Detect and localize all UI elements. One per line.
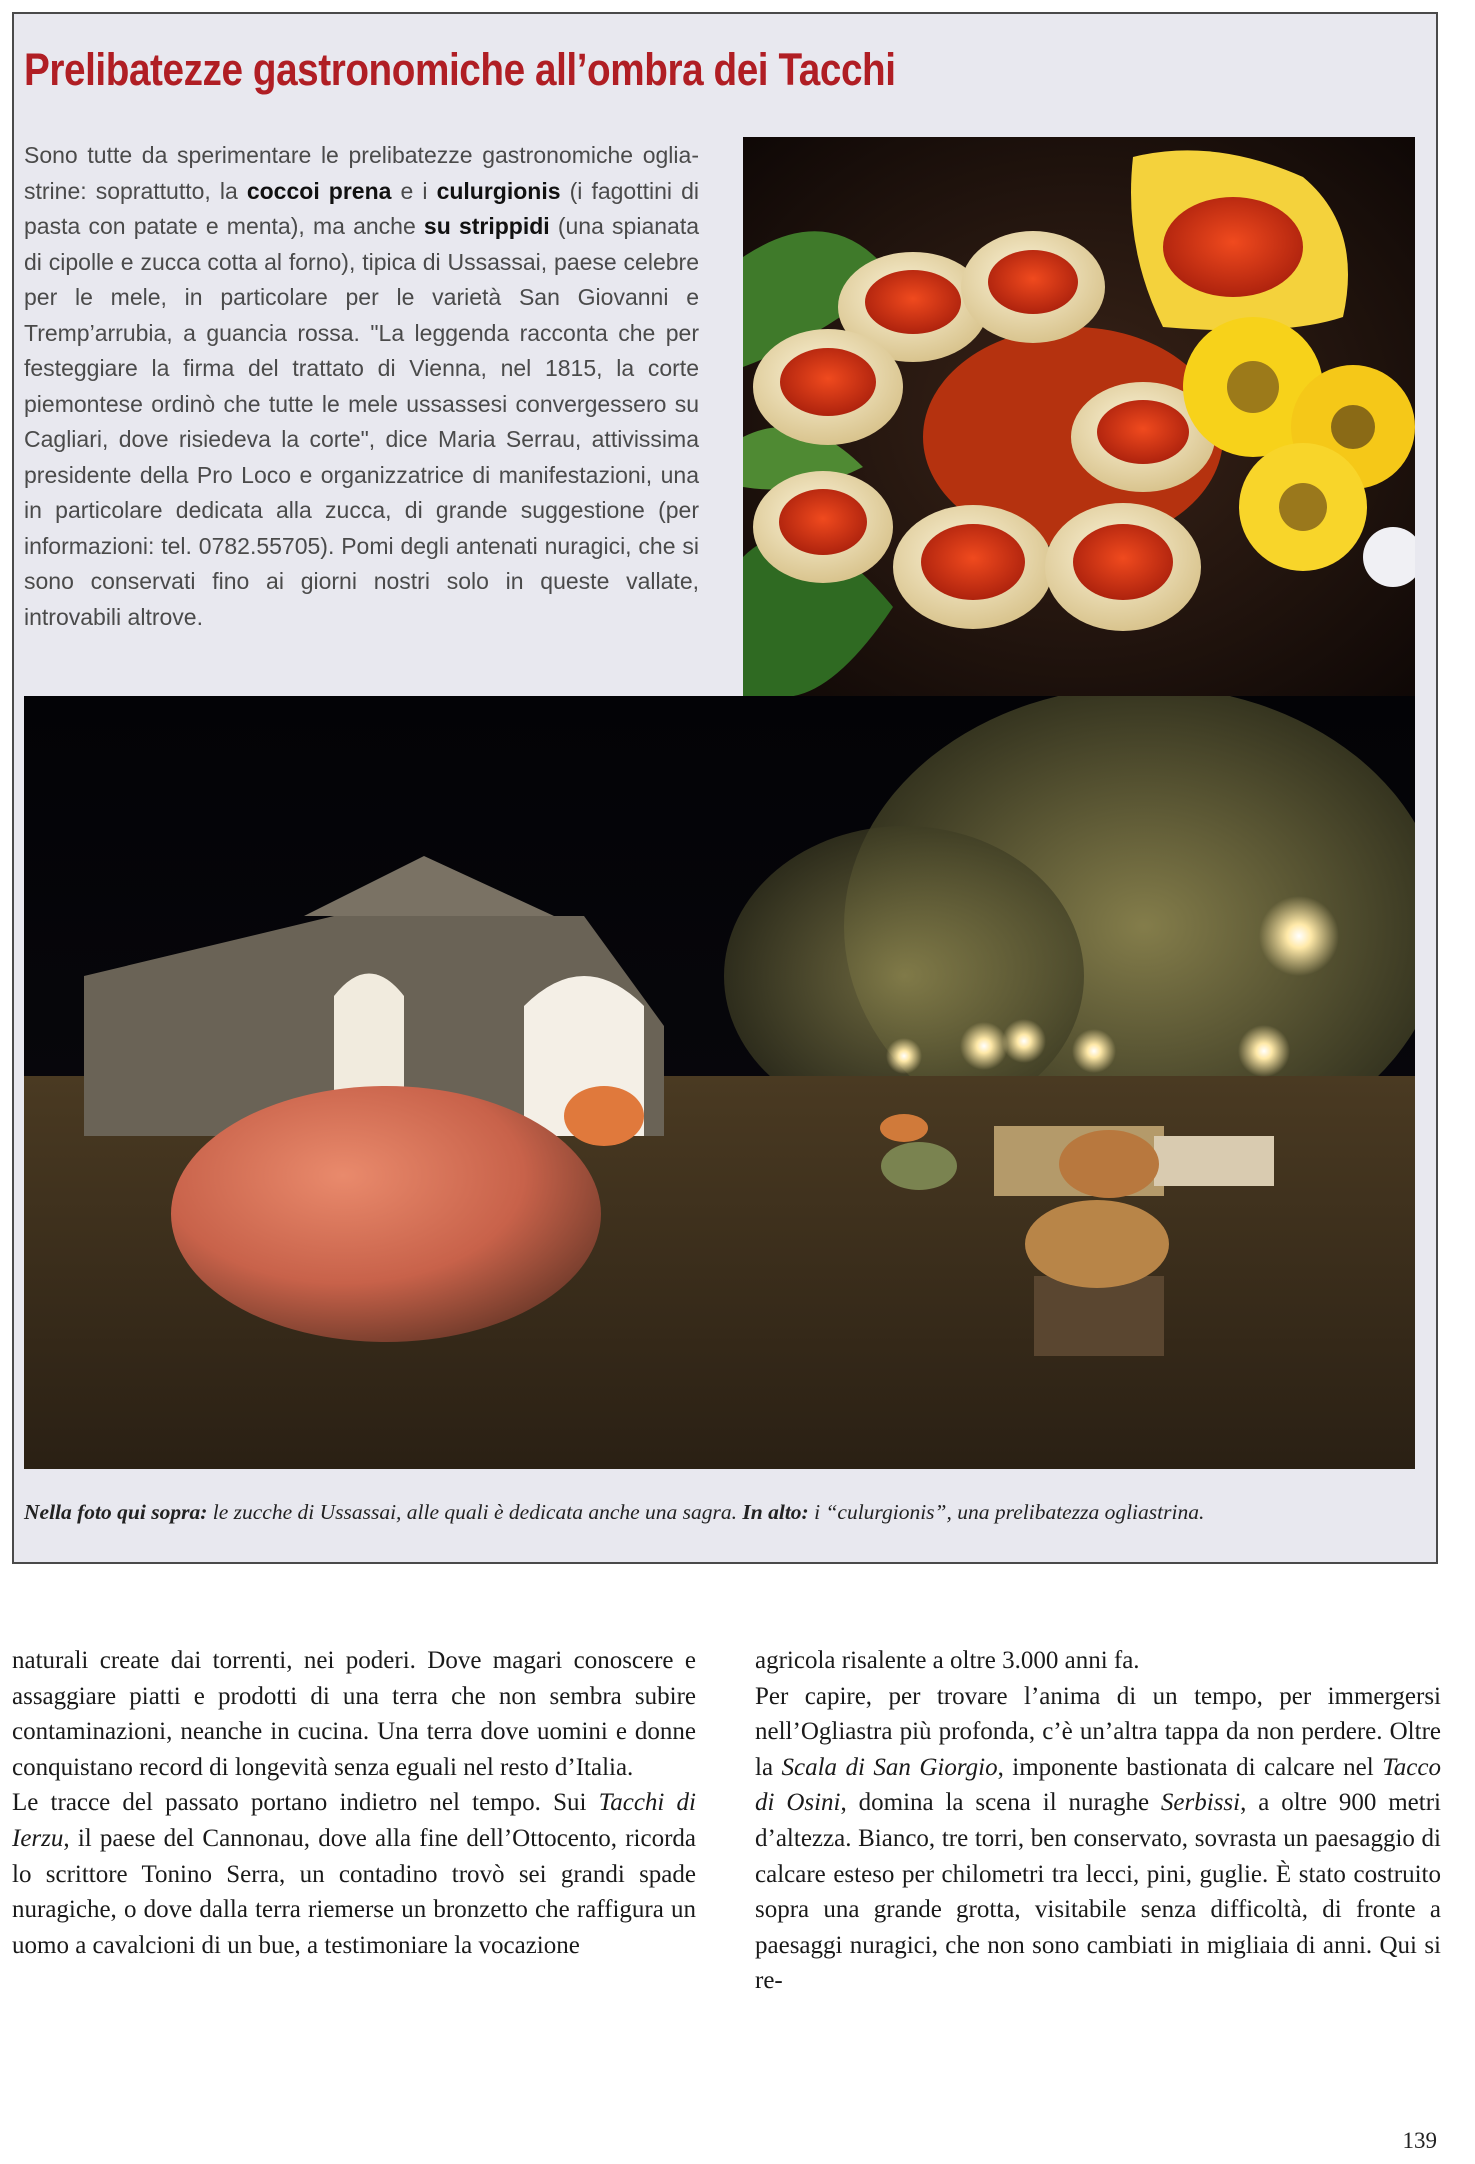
culurgionis-photo <box>743 137 1415 697</box>
text-run: Sono tutte da sperimentare le prelibatezze gastronomiche ogliastrine: soprattutto, la <box>24 142 699 204</box>
text-run: Scala di San Giorgio <box>781 1753 998 1781</box>
text-run: le zucche di Ussassai, alle quali è dedicata anche una sagra. <box>207 1500 743 1524</box>
text-run: Tacco di Osini <box>755 1753 1441 1817</box>
page-number: 139 <box>1402 2128 1437 2153</box>
text-run: , imponente bastionata di calcare nel <box>997 1753 1383 1781</box>
sidebar-title: Prelibatezze gastronomiche all’ombra dei Tacchi <box>24 44 896 95</box>
text-run: Nella foto qui sopra: <box>24 1500 208 1524</box>
text-run: agricola risalente a oltre 3.000 anni fa. <box>755 1647 1140 1674</box>
text-run: (i fagottini di pasta con patate e menta), ma anche <box>24 177 699 239</box>
text-run: In alto: <box>742 1500 809 1524</box>
photo-caption <box>24 1500 1424 1525</box>
text-run: i “culurgionis”, una prelibatezza ogliastrina. <box>808 1500 1205 1524</box>
text-run: , a oltre 900 metri d’altezza. Bianco, tre torri, ben conservato, sovrasta un paesaggio di calcare esteso per chilometri tra lecci, pini, guglie. È stato costruito sopra una grande grotta, visitabile senza difficoltà, di fronte a paesaggi nuragici, che non sono cambiati in migliaia di anni. Qui si re- <box>755 1789 1441 1995</box>
text-run: , il paese del Cannonau, dove alla fine dell’Ottocento, ricorda lo scrittore Tonino Serra, un contadino trovò sei grandi spade nuragiche, o dove dalla terra riemerse un bronzetto che raffigura un uomo a cavalcioni di un bue, a testimoniare la vocazione <box>12 1824 696 1959</box>
article-column-right <box>755 1643 1441 1999</box>
text-run: su strippidi <box>423 213 550 239</box>
sidebar-body-paragraph <box>24 138 699 635</box>
text-run: Serbissi <box>1160 1789 1241 1817</box>
text-run: e i <box>391 177 437 204</box>
text-run: naturali create dai torrenti, nei poderi. Dove magari conoscere e assaggiare piatti e prodotti di una terra che non sembra subire contaminazioni, neanche in cucina. Una terra dove uomini e donne conquistano record di longevità senza eguali nel resto d’Italia. <box>12 1647 696 1781</box>
text-run: Tacchi di Ierzu <box>12 1789 696 1852</box>
article-column-left <box>12 1643 696 1963</box>
text-run: culurgionis <box>436 177 561 204</box>
text-run: (una spianata di cipolle e zucca cotta al forno), tipica di Ussassai, paese celebre per le mele, in particolare per le varietà San Giovanni e Tremp’arrubia, a guancia rossa. "La leggenda racconta che per festeggiare la firma del trattato di Vienna, nel 1815, la corte piemontese ordinò che tutte le mele ussassesi convergessero su Cagliari, dove risiedeva la corte", dice Maria Serrau, attivissima presidente della Pro Loco e organizzatrice di manifestazioni, una in particolare dedicata alla zucca, di grande suggestione (per informazioni: tel. 0782.55705). Pomi degli antenati nuragici, che si sono conservati fino ai giorni nostri solo in queste vallate, introvabili altrove. <box>24 213 700 630</box>
sidebar-body <box>24 138 699 635</box>
text-run: , domina la scena il nuraghe <box>840 1789 1161 1817</box>
text-run: Le tracce del passato portano indietro nel tempo. Sui <box>12 1789 599 1817</box>
text-run: Per capire, per trovare l’anima di un tempo, per immergersi nell’Ogliastra più profonda, c’è un’altra tappa da non perdere. Oltre la <box>755 1682 1441 1781</box>
pumpkins-night-photo <box>24 696 1415 1469</box>
text-run: coccoi prena <box>246 177 392 204</box>
